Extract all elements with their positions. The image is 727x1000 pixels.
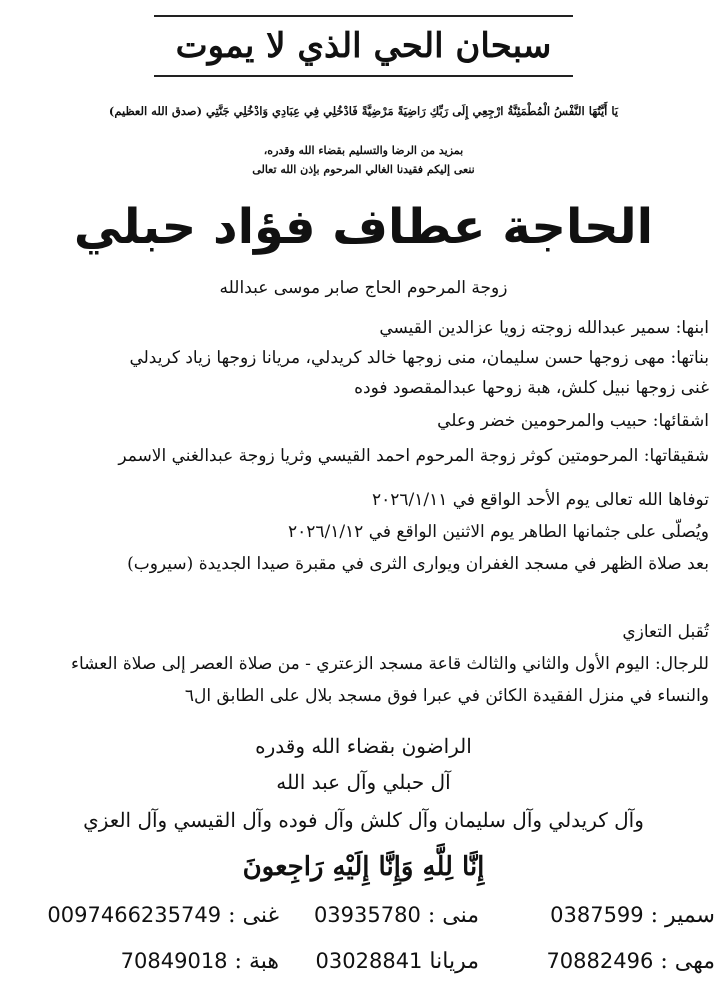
contact-name: منى : xyxy=(427,903,479,928)
contact-number: 03935780 xyxy=(313,903,421,927)
condolences-women: والنساء في منزل الفقيدة الكائن في عبرا فوق مسجد بلال على الطابق ال٦ xyxy=(184,686,709,706)
family-daughters-cont: غنى زوجها نبيل كلش، هبة زوحها عبدالمقصود فوده xyxy=(354,378,709,398)
contact-number: 70882496 xyxy=(546,949,654,973)
contacts-row-2 xyxy=(0,946,727,982)
deceased-name: الحاجة عطاف فؤاد حبلي xyxy=(73,199,654,255)
contact-item xyxy=(546,946,715,977)
mourners-line-3: وآل كريدلي وآل سليمان وآل كلش وآل فوده وآل القيسي وآل العزي xyxy=(83,808,644,832)
spouse-line: زوجة المرحوم الحاج صابر موسى عبدالله xyxy=(219,278,508,298)
mourners-line-2: آل حبلي وآل عبد الله xyxy=(276,770,451,794)
closing-verse: إِنَّا لِلَّهِ وَإِنَّا إِلَيْهِ رَاجِعونَ xyxy=(242,852,485,882)
contacts xyxy=(0,900,727,1000)
intro-line-2: ننعى إليكم فقيدنا الغالي المرحوم بإذن الله تعالى xyxy=(252,163,475,176)
condolences-men: للرجال: اليوم الأول والثاني والثالث قاعة مسجد الزعتري - من صلاة العصر إلى صلاة العشاء xyxy=(70,654,709,674)
contact-item xyxy=(121,946,279,977)
contact-number: 03028841 xyxy=(315,949,423,973)
family-daughters: بناتها: مهى زوجها حسن سليمان، منى زوجها خالد كريدلي، مريانا زوجها زياد كريدلي xyxy=(129,348,709,368)
contact-number: 0097466235749 xyxy=(47,903,222,927)
family-son: ابنها: سمير عبدالله زوجته زويا عزالدين القيسي xyxy=(379,318,709,338)
contact-number: 0387599 xyxy=(550,903,644,927)
contacts-row-1 xyxy=(0,900,727,936)
contact-name: مريانا xyxy=(429,949,479,974)
condolences-heading: تُقبل التعازي xyxy=(622,622,709,642)
calligraphy-header xyxy=(0,10,727,82)
death-date: توفاها الله تعالى يوم الأحد الواقع في ٢٠٢٦/١/١١ xyxy=(371,490,709,510)
calligraphy-text: سبحان الحي الذي لا يموت xyxy=(154,15,574,77)
mourners-line-1: الراضون بقضاء الله وقدره xyxy=(255,734,472,758)
contact-name: غنى : xyxy=(228,903,279,928)
prayer-date: ويُصلّى على جثمانها الطاهر يوم الاثنين الواقع في ٢٠٢٦/١/١٢ xyxy=(287,522,709,542)
contact-name: سمير : xyxy=(650,903,715,928)
contact-name: هبة : xyxy=(234,949,279,974)
contact-name: مهى : xyxy=(660,949,715,974)
contact-item xyxy=(316,946,479,977)
contact-item xyxy=(550,900,715,931)
contact-item xyxy=(314,900,479,931)
quran-verse: يَا أَيَّتُهَا النَّفْسُ الْمُطْمَئِنَّةُ ارْجِعِي إِلَى رَبِّكِ رَاضِيَةً مَرْضِيَّةً فَادْخُلِي فِي عِبَادِي وَادْخُلِي جَنَّتِي (صدق الله العظيم) xyxy=(108,104,619,118)
contact-item xyxy=(47,900,279,931)
family-brothers: اشقائها: حبيب والمرحومين خضر وعلي xyxy=(437,411,709,431)
family-sisters: شقيقاتها: المرحومتين كوثر زوجة المرحوم احمد القيسي وثريا زوجة عبدالغني الاسمر xyxy=(118,446,709,466)
intro-line-1: بمزيد من الرضا والتسليم بقضاء الله وقدره، xyxy=(263,144,464,157)
contact-number: 70849018 xyxy=(120,949,228,973)
burial-details: بعد صلاة الظهر في مسجد الغفران ويوارى الثرى في مقبرة صيدا الجديدة (سيروب) xyxy=(127,554,709,574)
